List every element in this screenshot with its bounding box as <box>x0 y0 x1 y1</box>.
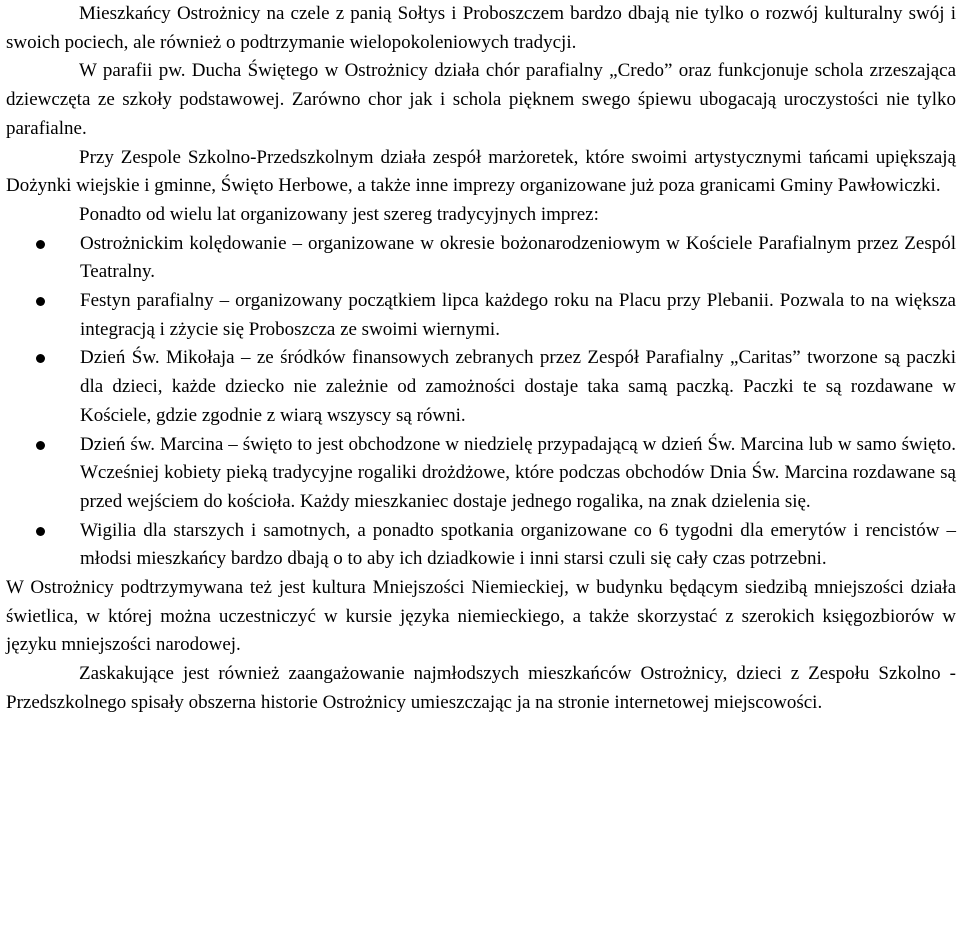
list-item-text: Ostrożnickim kolędowanie – organizowane w okresie bożonarodzeniowym w Kościele Parafialnym przez Zespól Teatralny. <box>80 232 956 283</box>
paragraph-majorettes: Przy Zespole Szkolno-Przedszkolnym działa zespół marżoretek, które swoimi artystycznymi tańcami upiększają Dożynki wiejskie i gminne, Święto Herbowe, a także inne imprezy organizowane już poza granicami Gminy Pawłowiczki. <box>6 146 956 197</box>
bullet-icon <box>36 240 45 249</box>
events-list <box>6 230 956 574</box>
bullet-icon <box>36 297 45 306</box>
list-item <box>6 344 956 430</box>
list-item <box>6 230 956 287</box>
list-item <box>6 431 956 517</box>
document-body <box>6 0 956 718</box>
bullet-icon <box>36 527 45 536</box>
paragraph-parish-choir: W parafii pw. Ducha Świętego w Ostrożnicy działa chór parafialny „Credo” oraz funkcjonuje schola zrzeszająca dziewczęta ze szkoły podstawowej. Zarówno chor jak i schola pięknem swego śpiewu ubogacają uroczystości nie tylko parafialne. <box>6 60 956 139</box>
bullet-icon <box>36 354 45 363</box>
list-item-text: Festyn parafialny – organizowany początkiem lipca każdego roku na Placu przy Plebanii. Pozwala to na większa integracją i zżycie się Proboszcza ze swoimi wiernymi. <box>80 290 956 340</box>
bullet-icon <box>36 441 45 450</box>
list-item-text: Dzień św. Marcina – święto to jest obchodzone w niedzielę przypadającą w dzień Św. Marcina lub w samo święto. Wcześniej kobiety pieką tradycyjne rogaliki drożdżowe, które podczas obchodów Dnia Św. Marcina rozdawane są przed wejściem do kościoła. Każdy mieszkaniec dostaje jednego rogalika, na znak dzielenia się. <box>80 433 956 512</box>
list-item-text: Dzień Św. Mikołaja – ze śródków finansowych zebranych przez Zespół Parafialny „Caritas” tworzone są paczki dla dzieci, każde dziecko nie zależnie od zamożności dostaje taka samą paczką. Paczki te są rozdawane w Kościele, gdzie zgodnie z wiarą wszyscy są równi. <box>80 347 956 426</box>
paragraph-residents: Mieszkańcy Ostrożnicy na czele z panią Sołtys i Proboszczem bardzo dbają nie tylko o rozwój kulturalny swój i swoich pociech, ale również o podtrzymanie wielopokoleniowych tradycji. <box>6 3 956 53</box>
paragraph-events-intro: Ponadto od wielu lat organizowany jest szereg tradycyjnych imprez: <box>79 203 599 225</box>
list-item-text: Wigilia dla starszych i samotnych, a ponadto spotkania organizowane co 6 tygodni dla emerytów i rencistów – młodsi mieszkańcy bardzo dbają o to aby ich dziadkowie i inni starsi czuli się cały czas potrzebni. <box>80 519 956 570</box>
list-item <box>6 287 956 344</box>
list-item <box>6 517 956 574</box>
paragraph-youth-history: Zaskakujące jest również zaangażowanie najmłodszych mieszkańców Ostrożnicy, dzieci z Zespołu Szkolno - Przedszkolnego spisały obszerna historie Ostrożnicy umieszczając ja na stronie internetowej miejscowości. <box>6 663 956 713</box>
paragraph-german-minority: W Ostrożnicy podtrzymywana też jest kultura Mniejszości Niemieckiej, w budynku będącym siedzibą mniejszości działa świetlica, w której można uczestniczyć w kursie języka niemieckiego, a także skorzystać z szerokich księgozbiorów w języku mniejszości narodowej. <box>6 577 956 656</box>
